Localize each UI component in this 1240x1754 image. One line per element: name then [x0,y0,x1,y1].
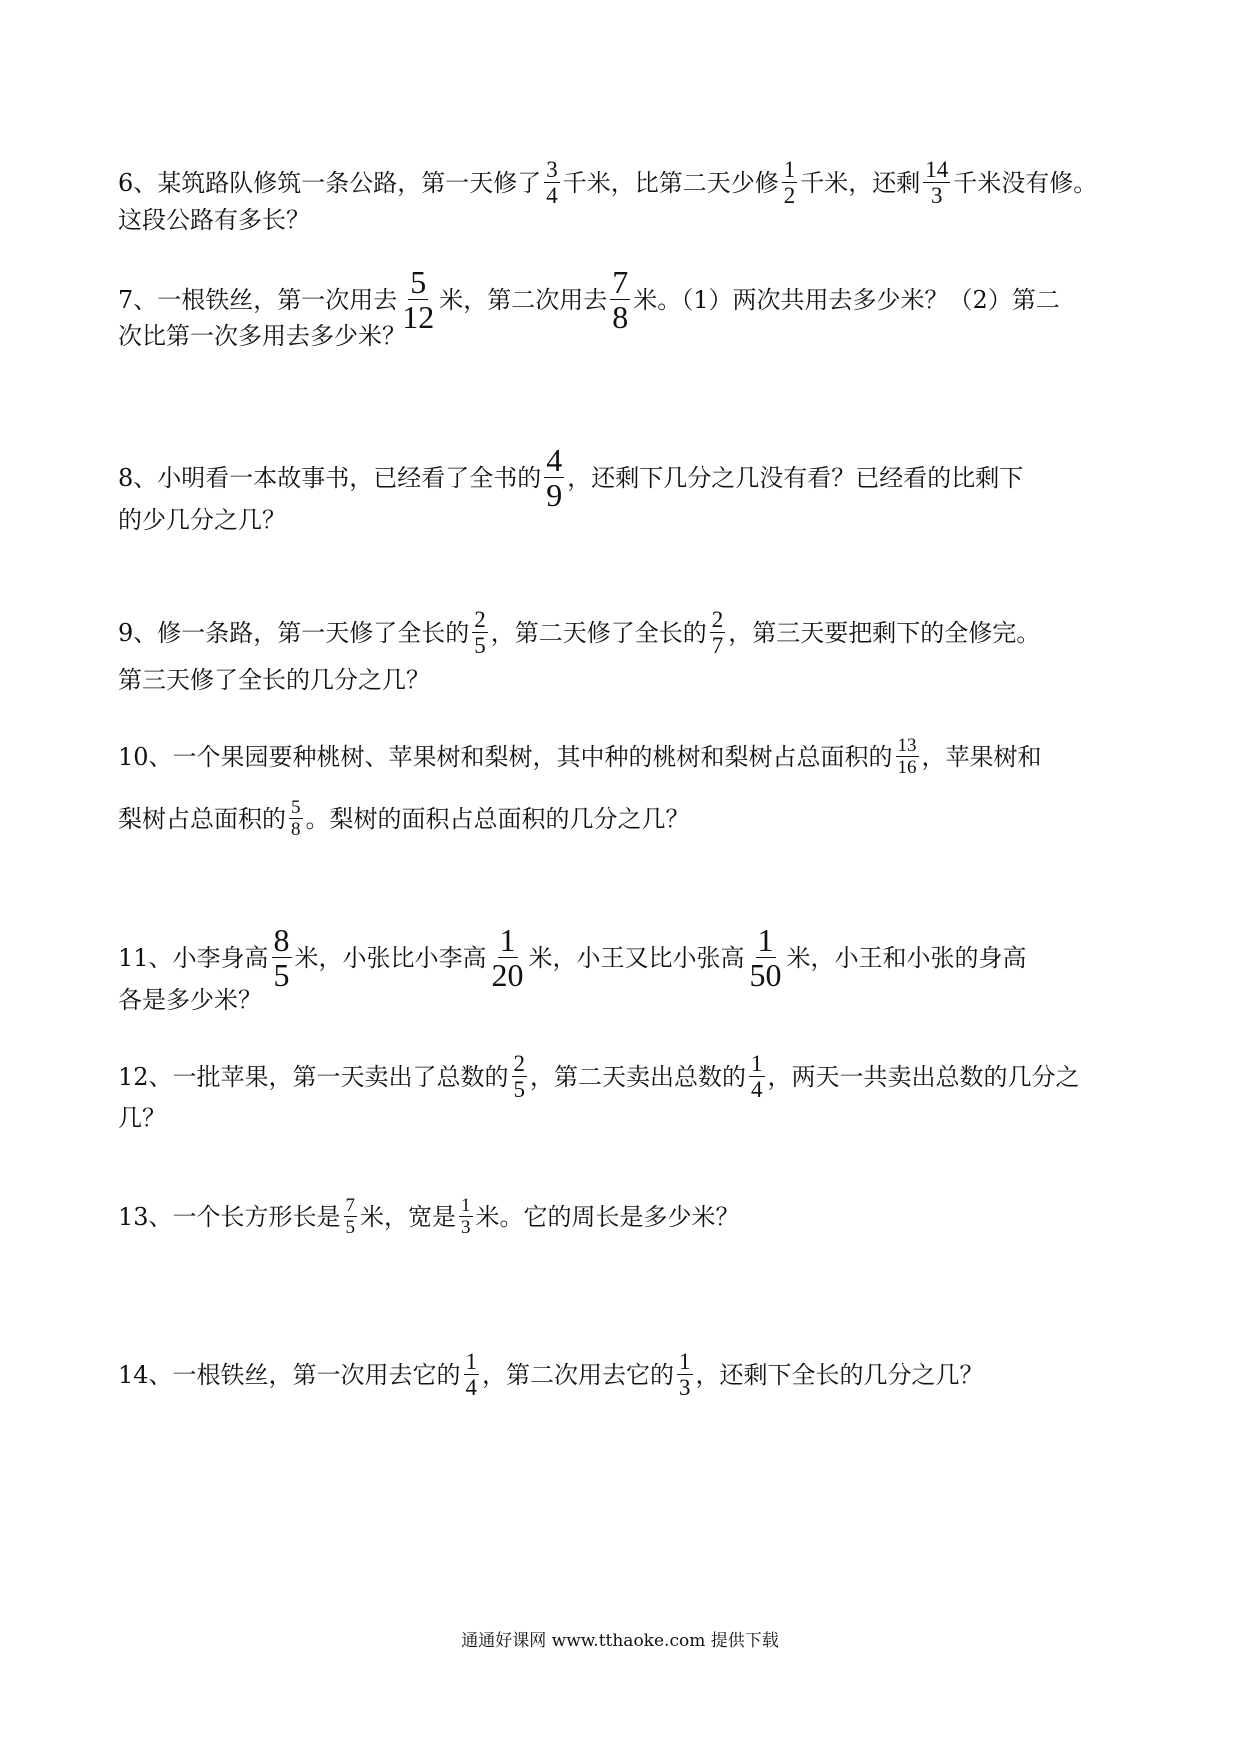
footer-source: 通通好课网 www.tthaoke.com 提供下载 [461,1631,779,1651]
fraction-numerator: 2 [474,607,486,632]
fraction-numerator: 1 [461,1195,471,1216]
fraction [544,158,560,207]
problem-continuation: 各是多少米？ [118,986,262,1014]
fraction-denominator: 9 [546,477,563,513]
problem-line [118,1052,1080,1101]
fraction-numerator: 14 [925,157,949,182]
problem-text: 14、一根铁丝，第一次用去它的 [118,1360,461,1389]
fraction [344,1196,358,1237]
fraction [710,608,726,657]
problem-text: ，两天一共卖出总数的几分之 [767,1062,1080,1091]
fraction-denominator: 4 [465,1375,478,1400]
problem-line [118,608,1040,657]
fraction-denominator: 2 [783,183,796,208]
problem-continuation: 的少几分之几？ [118,506,286,534]
fraction-numerator: 1 [499,922,516,958]
fraction-numerator: 1 [679,1349,691,1374]
fraction [610,266,630,333]
problem-text: 米，宽是 [360,1202,457,1231]
fraction-denominator: 5 [513,1077,526,1102]
problem-text: 梨树占总面积的 [118,804,286,833]
fraction-numerator: 2 [711,607,724,632]
problem-text: 千米没有修。 [953,168,1098,197]
problem-line [118,1196,740,1237]
problem-text: 米，小王和小张的身高 [786,943,1027,972]
problem-text: 7、一根铁丝，第一次用去 [118,285,398,314]
fraction [677,1350,693,1399]
fraction [512,1052,528,1101]
fraction-numerator: 13 [897,735,917,756]
fraction [748,924,784,991]
problem-text: 13、一个长方形长是 [118,1202,341,1231]
fraction [749,1052,765,1101]
fraction-denominator: 5 [273,957,290,993]
fraction-numerator: 3 [546,157,558,182]
problem-text: 千米，比第二天少修 [562,168,779,197]
fraction-denominator: 12 [402,299,435,335]
fraction [459,1196,473,1237]
fraction-numerator: 2 [513,1051,526,1076]
fraction-numerator: 5 [410,264,427,300]
problem-continuation: 次比第一次多用去多少米？ [118,322,406,350]
fraction-denominator: 4 [546,183,558,208]
problem-line [118,1350,984,1399]
fraction-numerator: 8 [273,922,290,958]
problem-text: ，第二次用去它的 [482,1360,675,1389]
problem-continuation: 几？ [118,1104,166,1132]
problem-text: 9、修一条路，第一天修了全长的 [118,618,470,647]
problem-text: 米，小王又比小张高 [528,943,745,972]
problem-line [118,158,1097,207]
problem-text: 10、一个果园要种桃树、苹果树和梨树，其中种的桃树和梨树占总面积的 [118,742,893,771]
problem-line [118,444,1023,511]
fraction-denominator: 4 [751,1077,763,1102]
fraction [923,158,950,207]
fraction [464,1350,480,1399]
fraction-numerator: 5 [291,797,301,818]
fraction [896,736,919,777]
fraction-denominator: 5 [474,633,486,658]
fraction [472,608,488,657]
problem-text: ，第二天修了全长的 [490,618,707,647]
problem-text: ，第三天要把剩下的全修完。 [728,618,1041,647]
fraction [544,444,564,511]
fraction-numerator: 1 [751,1051,763,1076]
problem-line [118,924,1027,991]
fraction-denominator: 16 [897,757,917,778]
fraction-denominator: 8 [291,819,301,840]
problem-text: 米。它的周长是多少米？ [475,1202,740,1231]
fraction-numerator: 1 [783,157,796,182]
fraction-denominator: 3 [931,183,943,208]
fraction-denominator: 8 [612,299,629,335]
fraction-denominator: 50 [749,957,782,993]
problem-text: 6、某筑路队修筑一条公路，第一天修了 [118,168,542,197]
fraction-numerator: 4 [546,442,563,478]
problem-line [118,736,1042,777]
problem-continuation: 这段公路有多长？ [118,206,310,234]
problem-continuation: 第三天修了全长的几分之几？ [118,666,430,694]
problem-text: ，苹果树和 [921,742,1042,771]
problem-text: ，还剩下全长的几分之几？ [695,1360,984,1389]
fraction-denominator: 3 [461,1217,471,1238]
fraction-numerator: 1 [465,1349,478,1374]
problem-text: 11、小李身高 [118,943,269,972]
fraction-denominator: 5 [345,1217,356,1238]
problem-text: ，第二天卖出总数的 [530,1062,747,1091]
problem-text: 8、小明看一本故事书，已经看了全书的 [118,463,542,492]
fraction [272,924,292,991]
fraction-denominator: 20 [491,957,524,993]
problem-text: 米。（1）两次共用去多少米？（2）第二 [633,285,1060,314]
problem-text: 米，第二次用去 [439,285,608,314]
fraction [490,924,526,991]
fraction-denominator: 3 [679,1375,691,1400]
fraction [289,798,303,839]
problem-text: 米，小张比小李高 [294,943,487,972]
fraction-numerator: 7 [612,264,629,300]
problem-text: ，还剩下几分之几没有看？已经看的比剩下 [567,463,1024,492]
problem-text: 千米，还剩 [800,168,921,197]
fraction-denominator: 7 [711,633,724,658]
problem-text: 。梨树的面积占总面积的几分之几？ [305,804,690,833]
fraction-numerator: 7 [345,1195,356,1216]
fraction [782,158,798,207]
problem-line-2 [118,798,690,839]
problem-text: 12、一批苹果，第一天卖出了总数的 [118,1062,509,1091]
fraction-numerator: 1 [757,922,774,958]
